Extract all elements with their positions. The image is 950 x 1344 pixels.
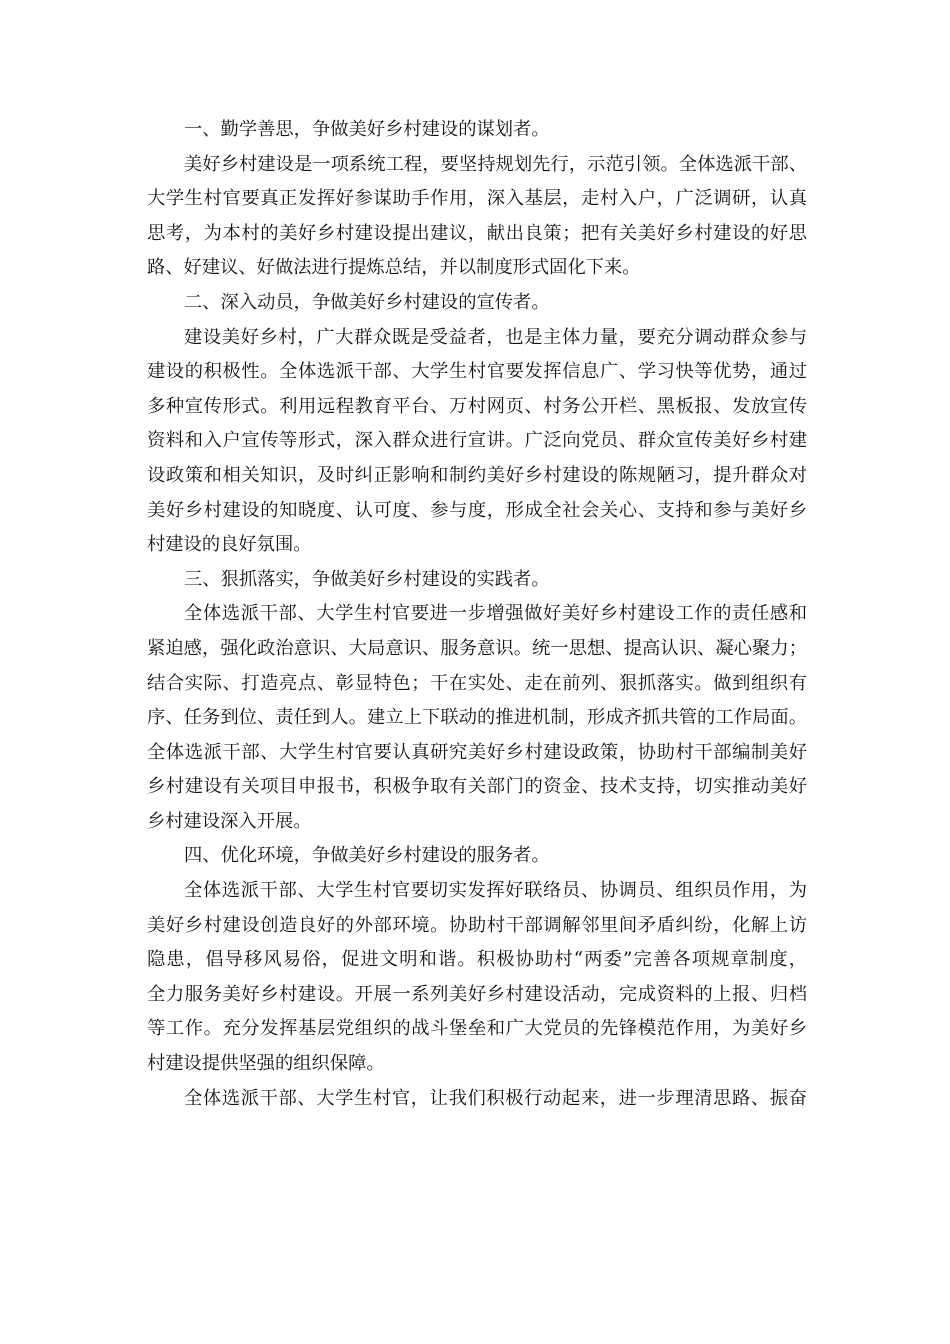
paragraph-line: 资料和入户宣传等形式，深入群众进行宣讲。广泛向党员、群众宣传美好乡村建 xyxy=(147,430,807,452)
paragraph-line: 乡村建设有关项目申报书，积极争取有关部门的资金、技术支持，切实推动美好 xyxy=(147,776,807,798)
paragraph-line: 村建设的良好氛围。 xyxy=(147,534,312,556)
paragraph-line: 路、好建议、好做法进行提炼总结，并以制度形式固化下来。 xyxy=(147,257,641,279)
paragraph-line: 隐患，倡导移风易俗，促进文明和谐。积极协助村“两委”完善各项规章制度， xyxy=(147,949,807,971)
section-heading: 一、勤学善思，争做美好乡村建设的谋划者。 xyxy=(184,119,550,140)
closing-line: 全体选派干部、大学生村官，让我们积极行动起来，进一步理清思路、振奋 xyxy=(184,1087,807,1109)
paragraph-line: 序、任务到位、责任到人。建立上下联动的推进机制，形成齐抓共管的工作局面。 xyxy=(147,707,807,729)
paragraph-line: 建设的积极性。全体选派干部、大学生村官要发挥信息广、学习快等优势，通过 xyxy=(147,361,807,383)
paragraph-line: 结合实际、打造亮点、彰显特色；干在实处、走在前列、狠抓落实。做到组织有 xyxy=(147,672,807,694)
paragraph-line: 思考，为本村的美好乡村建设提出建议，献出良策；把有关美好乡村建设的好思 xyxy=(147,222,807,244)
paragraph-line: 村建设提供坚强的组织保障。 xyxy=(147,1053,385,1075)
paragraph-line: 大学生村官要真正发挥好参谋助手作用，深入基层，走村入户，广泛调研，认真 xyxy=(147,188,807,210)
section-heading: 三、狠抓落实，争做美好乡村建设的实践者。 xyxy=(184,568,550,590)
paragraph-line: 乡村建设深入开展。 xyxy=(147,810,312,832)
paragraph-line: 全体选派干部、大学生村官要切实发挥好联络员、协调员、组织员作用，为 xyxy=(184,880,807,902)
paragraph-line: 紧迫感，强化政治意识、大局意识、服务意识。统一思想、提高认识、凝心聚力； xyxy=(147,637,807,659)
paragraph-line: 设政策和相关知识，及时纠正影响和制约美好乡村建设的陈规陋习，提升群众对 xyxy=(147,464,807,486)
paragraph-line: 美好乡村建设的知晓度、认可度、参与度，形成全社会关心、支持和参与美好乡 xyxy=(147,499,807,521)
paragraph-line: 美好乡村建设是一项系统工程，要坚持规划先行，示范引领。全体选派干部、 xyxy=(184,153,807,175)
paragraph-line: 全力服务美好乡村建设。开展一系列美好乡村建设活动，完成资料的上报、归档 xyxy=(147,983,807,1005)
paragraph-line: 多种宣传形式。利用远程教育平台、万村网页、村务公开栏、黑板报、发放宣传 xyxy=(147,395,807,417)
paragraph-line: 等工作。充分发挥基层党组织的战斗堡垒和广大党员的先锋模范作用，为美好乡 xyxy=(147,1018,807,1040)
section-heading: 二、深入动员，争做美好乡村建设的宣传者。 xyxy=(184,291,550,313)
paragraph-line: 建设美好乡村，广大群众既是受益者，也是主体力量，要充分调动群众参与 xyxy=(184,326,807,348)
paragraph-line: 美好乡村建设创造良好的外部环境。协助村干部调解邻里间矛盾纠纷，化解上访 xyxy=(147,914,807,936)
paragraph-line: 全体选派干部、大学生村官要进一步增强做好美好乡村建设工作的责任感和 xyxy=(184,603,807,625)
paragraph-line: 全体选派干部、大学生村官要认真研究美好乡村建设政策，协助村干部编制美好 xyxy=(147,741,807,763)
section-heading: 四、优化环境，争做美好乡村建设的服务者。 xyxy=(184,845,550,867)
document-body xyxy=(147,113,807,1116)
